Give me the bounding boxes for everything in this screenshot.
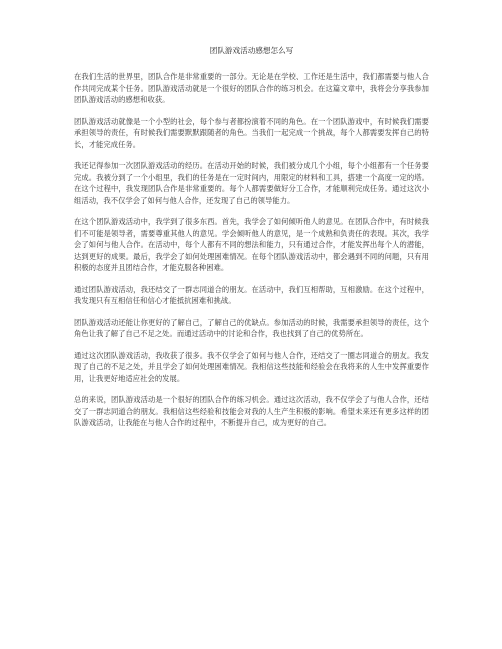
paragraph-3: 我还记得参加一次团队游戏活动的经历。在活动开始的时候，我们被分成几个小组，每个小组都有一个任务要完成。我被分到了一个小组里，我们的任务是在一定时间内，用限定的材料和工具，搭建一个高度一定的塔。在这个过程中，我发现团队合作是非常重要的。每个人都需要做好分工合作，才能顺利完成任务。通过这次小组活动，我不仅学会了如何与他人合作，还发现了自己的领导能力。 (74, 161, 429, 205)
document-title: 团队游戏活动感想怎么写 (209, 46, 294, 55)
document-page (74, 46, 429, 439)
paragraph-6: 团队游戏活动还能让你更好的了解自己，了解自己的优缺点。参加活动的时候，我需要承担领导的责任，这个角色让我了解了自己不足之处。而通过活动中的讨论和合作，我也找到了自己的优势所在。 (74, 317, 429, 338)
paragraph-1: 在我们生活的世界里，团队合作是非常重要的一部分。无论是在学校、工作还是生活中，我们都需要与他人合作共同完成某个任务。团队游戏活动就是一个很好的团队合作的练习机会。在这篇文章中，我将会分享我参加团队游戏活动的感想和收获。 (74, 72, 429, 104)
paragraph-7: 通过这次团队游戏活动，我收获了很多。我不仅学会了如何与他人合作，还结交了一圈志同道合的朋友。我发现了自己的不足之处，并且学会了如何处理困难情况。我相信这些技能和经验会在我将来的人生中发挥重要作用，让我更好地适应社会的发展。 (74, 350, 429, 383)
paragraph-4: 在这个团队游戏活动中，我学到了很多东西。首先，我学会了如何倾听他人的意见。在团队合作中，有时候我们不可能是领导者，需要尊重其他人的意见。学会倾听他人的意见，是一个成熟和负责任的表现。其次，我学会了如何与他人合作。在活动中，每个人都有不同的想法和能力，只有通过合作，才能发挥出每个人的潜能，达到更好的成果。最后，我学会了如何处理困难情况。在每个团队游戏活动中，都会遇到不同的问题，只有用积极的态度并且团结合作，才能克服各种困难。 (74, 217, 429, 272)
paragraph-8: 总的来说，团队游戏活动是一个很好的团队合作的练习机会。通过这次活动，我不仅学会了与他人合作，还结交了一群志同道合的朋友。我相信这些经验和技能会对我的人生产生积极的影响。希望未来还有更多这样的团队游戏活动，让我能在与他人合作的过程中，不断提升自己，成为更好的自己。 (74, 395, 429, 427)
paragraph-2: 团队游戏活动就像是一个小型的社会，每个参与者都扮演着不同的角色。在一个团队游戏中，有时候我们需要承担领导的责任，有时候我们需要默默跟随者的角色。当我们一起完成一个挑战，每个人都需要发挥自己的特长，才能完成任务。 (74, 116, 429, 149)
paragraph-5: 通过团队游戏活动，我还结交了一群志同道合的朋友。在活动中，我们互相帮助，互相激励。在这个过程中，我发现只有互相信任和信心才能抵抗困难和挑战。 (74, 284, 429, 305)
